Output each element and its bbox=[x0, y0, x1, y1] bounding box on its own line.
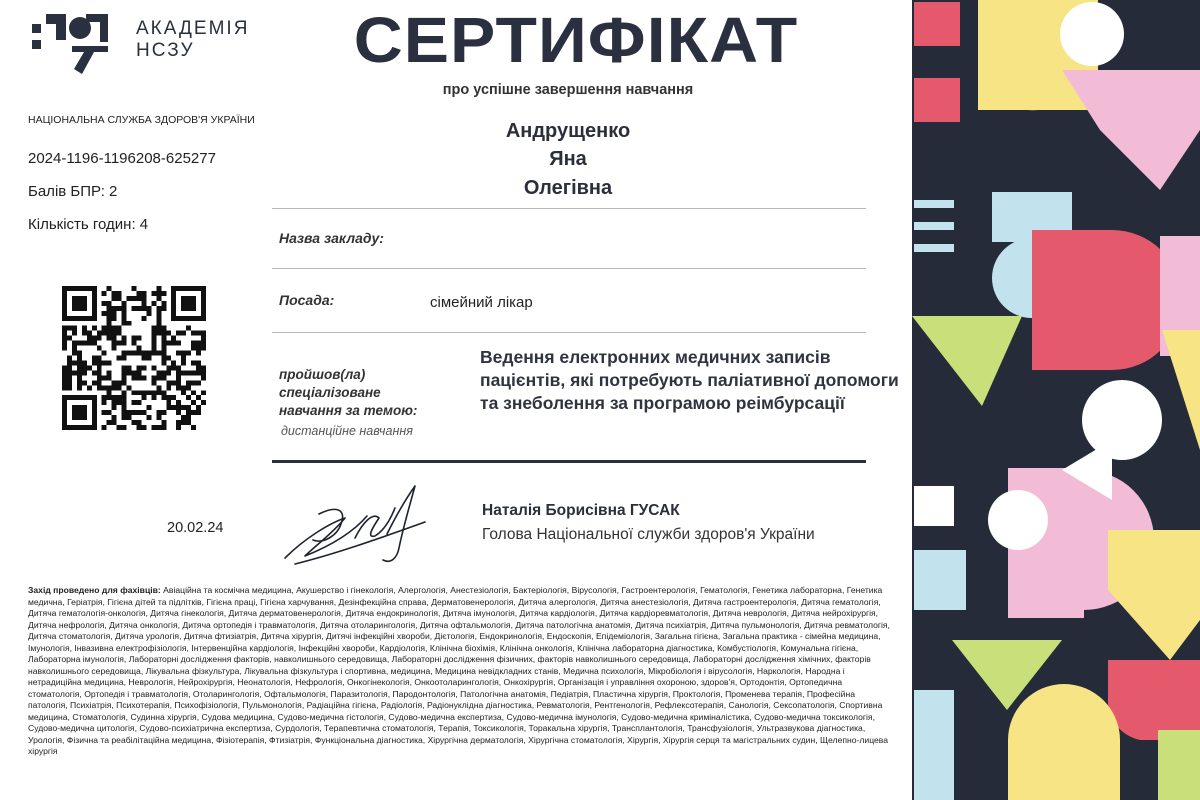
qr-code-icon[interactable] bbox=[62, 286, 206, 430]
logo-line-2: НСЗУ bbox=[136, 40, 195, 61]
points: Балів БПР: 2 bbox=[28, 183, 118, 200]
deco-white-square bbox=[914, 486, 954, 526]
issue-date: 20.02.24 bbox=[167, 520, 224, 536]
hours: Кількість годин: 4 bbox=[28, 216, 149, 233]
position-value: сімейний лікар bbox=[430, 294, 533, 311]
deco-blue-bar bbox=[914, 690, 954, 800]
divider bbox=[272, 208, 866, 209]
recipient-first-name: Яна bbox=[549, 148, 587, 170]
signatory-role: Голова Національної служби здоров'я України bbox=[482, 526, 815, 543]
divider bbox=[272, 268, 866, 269]
handwritten-signature-icon bbox=[275, 478, 435, 570]
training-label-line-2: спеціалізоване bbox=[279, 385, 381, 400]
training-label-line-1: пройшов(ла) bbox=[279, 367, 366, 382]
divider-thick bbox=[272, 460, 866, 463]
training-label-line-3: навчання за темою: bbox=[279, 403, 418, 418]
recipient-last-name: Андрущенко bbox=[505, 120, 631, 142]
decorative-pattern bbox=[912, 0, 1200, 800]
deco-blue-block bbox=[914, 550, 966, 610]
deco-blue-bar bbox=[914, 200, 954, 208]
signatory-name: Наталія Борисівна ГУСАК bbox=[482, 502, 680, 519]
divider bbox=[272, 332, 866, 333]
training-topic: Ведення електронних медичних записів пацієнтів, які потребують паліативної допомоги та знеболення за програмою реімбурсації bbox=[480, 347, 899, 413]
deco-red-square bbox=[914, 78, 960, 122]
specialties-text: Авіаційна та космічна медицина, Акушерство і гінекологія, Алергологія, Анестезіологія, Бактеріологія, Вірусологія, Гастроентерологія, Гематологія, Генетика лабораторна, Генетика медична, Геріатрія, Гігієна дітей та підлітків, Гігієна праці, Гігієна харчування, Дезінфекційна справа, Дерматовенерологія, Дитяча алергологія, Дитяча анестезіологія, Дитяча гастроентерологія, Дитяча гематологія, Дитяча гематологія-онкологія, Дитяча гінекологія, Дитяча дерматовенерологія, Дитяча ендокринологія, Дитяча імунологія, Дитяча кардіологія, Дитяча кардіоревматологія, Дитяча неврологія, Дитяча нейрохірургія, Дитяча нефрологія, Дитяча онкологія, Дитяча ортопедія і травматологія, Дитяча отоларингологія, Дитяча офтальмологія, Дитяча патологічна анатомія, Дитяча психіатрія, Дитяча пульмонологія, Дитяча ревматологія, Дитяча стоматологія, Дитяча урологія, Дитяча фтизіатрія, Дитяча хірургія, Дитячі інфекційні хвороби, Дієтологія, Ендокринологія, Ендоскопія, Епідеміологія, Загальна гігієна, Загальна практика - сімейна медицина, Імунологія, Інвазивна електрофізіологія, Інтервенційна кардіологія, Інфекційні хвороби, Кардіологія, Клінічна біохімія, Клінічна онкологія, Клінічна лабораторна діагностика, Комбустіологія, Комунальна гігієна, Лабораторна імунологія, Лабораторні дослідження факторів, навколишнього середовища, Лабораторні дослідження фізичних, факторів навколишнього середовища, Лабораторні дослідження хімічних, факторів навколишнього середовища, Лікувальна фізкультура, Лікувальна фізкультура і спортивна, медицина, Медицина невідкладних станів, Медична психологія, Мікробіологія і вірусологія, Наркологія, Народна і нетрадиційна медицина, Неврологія, Нейрохірургія, Неонатологія, Нефрологія, Онкогінекологія, Онкоотоларингологія, Онкохірургія, Організація і управління охороною, здоров'я, Ортодонтія, Ортопедична стоматологія, Ортопедія і травматологія, Отоларингологія, Офтальмологія, Паразитологія, Пародонтологія, Патологічна анатомія, Педіатрія, Пластична хірургія, Проктологія, Променева терапія, Професійна патологія, Психіатрія, Психотерапія, Психофізіологія, Пульмонологія, Радіаційна гігієна, Радіологія, Радіонуклідна діагностика, Ревматологія, Рентгенологія, Рефлексотерапія, Санологія, Сексопатологія, Спортивна медицина, Стоматологія, Судинна хірургія, Судова медицина, Судово-медична гістологія, Судово-медична експертиза, Судово-медична імунологія, Судово-медична криміналістика, Судово-медична токсикологія, Судово-медична цитологія, Судово-психіатрична експертиза, Сурдологія, Терапевтична стоматологія, Терапія, Токсикологія, Торакальна хірургія, Трансплантологія, Трансфузіологія, Ультразвукова діагностика, Урологія, Фізична та реабілітаційна медицина, Фізіотерапія, Фтизіатрія, Функціональна діагностика, Хірургічна дерматологія, Хірургічна стоматологія, Хірургія, Хірургія серця та магістральних судин, Щелепно-лицева хірургія bbox=[28, 585, 890, 756]
deco-blue-bar bbox=[914, 222, 954, 230]
specialties-list bbox=[28, 585, 894, 758]
certificate-title: СЕРТИФІКАТ bbox=[353, 4, 799, 76]
recipient-patronymic: Олегівна bbox=[523, 177, 613, 199]
academy-logo-text bbox=[136, 18, 249, 62]
certificate-subtitle: про успішне завершення навчання bbox=[442, 82, 694, 98]
deco-blue-bar bbox=[914, 244, 954, 252]
deco-white-circle bbox=[988, 490, 1048, 550]
position-label: Посада: bbox=[279, 292, 335, 308]
deco-white-circle bbox=[1082, 380, 1162, 460]
deco-red-square bbox=[914, 2, 960, 46]
organization-name: НАЦІОНАЛЬНА СЛУЖБА ЗДОРОВ'Я УКРАЇНИ bbox=[28, 114, 255, 126]
deco-red-half-circle bbox=[1032, 230, 1182, 370]
deco-yellow-half-circle bbox=[1008, 684, 1120, 800]
deco-white-circle bbox=[1060, 2, 1124, 66]
training-format: дистанційне навчання bbox=[281, 424, 413, 438]
training-label bbox=[279, 366, 459, 420]
deco-red-shape bbox=[1108, 660, 1200, 740]
certificate-number: 2024-1196-1196208-625277 bbox=[28, 150, 216, 167]
deco-green-block bbox=[1158, 730, 1200, 800]
institution-label: Назва закладу: bbox=[279, 230, 384, 246]
specialties-label: Захід проведено для фахівців: bbox=[28, 585, 161, 595]
logo-line-1: АКАДЕМІЯ bbox=[136, 18, 250, 39]
